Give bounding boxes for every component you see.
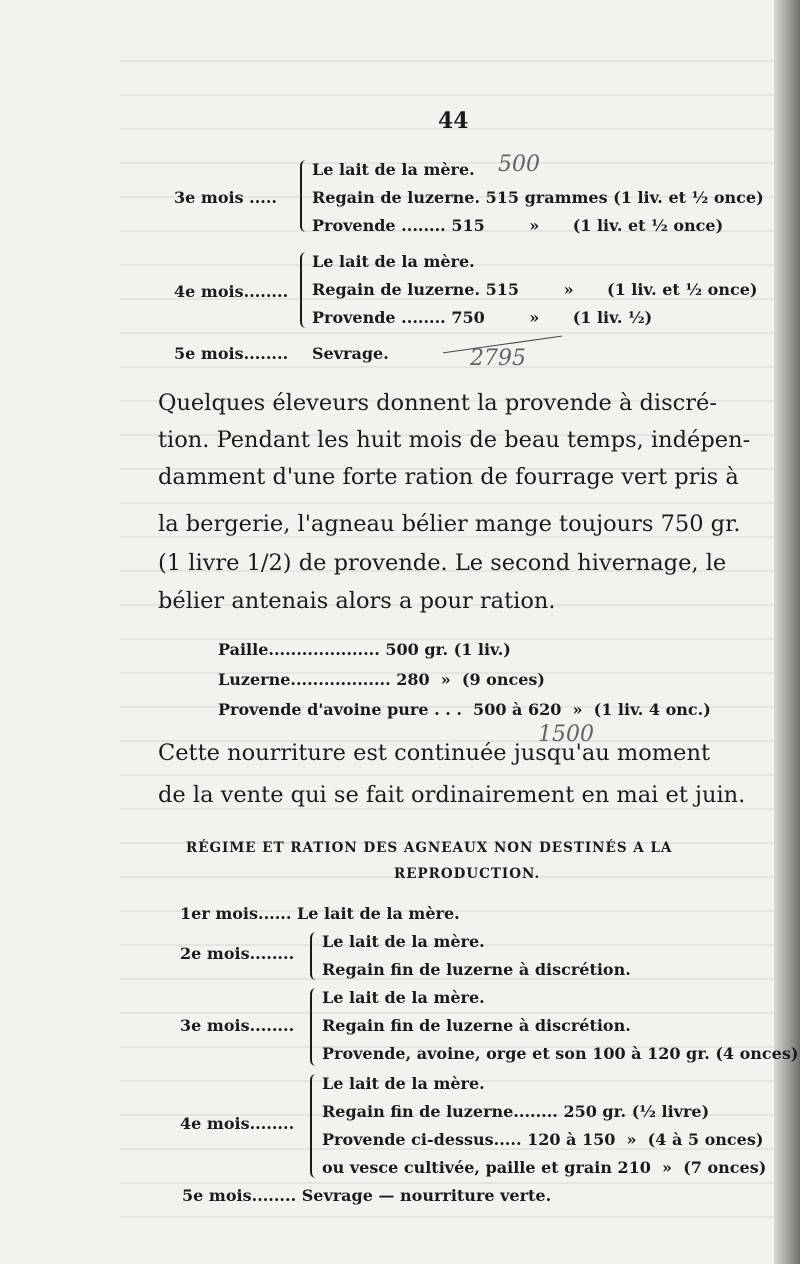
ration-line: Regain de luzerne. 515 » (1 liv. et ½ once)	[312, 280, 758, 299]
month-line: 1er mois...... Le lait de la mère.	[180, 904, 460, 923]
ration-line: Regain de luzerne. 515 grammes (1 liv. et ½ once)	[312, 188, 764, 207]
text-line: la bergerie, l'agneau bélier mange toujours 750 gr.	[158, 511, 741, 537]
ration-line: Provende d'avoine pure . . . 500 à 620 » (1 liv. 4 onc.)	[218, 700, 711, 719]
ration-line: Provende, avoine, orge et son 100 à 120 gr. (4 onces)	[322, 1044, 799, 1063]
ration-line: Provende ........ 515 » (1 liv. et ½ once)	[312, 216, 724, 235]
ration-line: Le lait de la mère.	[312, 252, 475, 271]
handwritten-note: 2795	[470, 346, 526, 371]
ration-line: Luzerne.................. 280 » (9 onces)	[218, 670, 545, 689]
ration-line: Le lait de la mère.	[312, 160, 475, 179]
handwritten-note: 500	[498, 152, 540, 177]
brace	[310, 988, 318, 1066]
text-line: Cette nourriture est continuée jusqu'au moment	[158, 740, 710, 766]
month-label: 4e mois........	[180, 1114, 295, 1133]
text-line: bélier antenais alors a pour ration.	[158, 588, 556, 614]
ration-line: Le lait de la mère.	[322, 1074, 485, 1093]
text-line: de la vente qui se fait ordinairement en mai et juin.	[158, 782, 746, 808]
ration-line: ou vesce cultivée, paille et grain 210 » (7 onces)	[322, 1158, 767, 1177]
text-line: damment d'une forte ration de fourrage vert pris à	[158, 464, 739, 490]
month-label: 3e mois........	[180, 1016, 295, 1035]
brace	[310, 932, 318, 980]
month-line: 5e mois........ Sevrage — nourriture verte.	[182, 1186, 552, 1205]
ration-line: Provende ci-dessus..... 120 à 150 » (4 à 5 onces)	[322, 1130, 764, 1149]
text-line: tion. Pendant les huit mois de beau temps, indépen-	[158, 427, 751, 453]
ration-line: Sevrage.	[312, 344, 389, 363]
book-page-edge	[774, 0, 800, 1264]
brace	[300, 160, 308, 232]
ration-line: Paille.................... 500 gr. (1 liv.)	[218, 640, 511, 659]
ration-line: Regain fin de luzerne........ 250 gr. (½ livre)	[322, 1102, 710, 1121]
section-heading: RÉGIME ET RATION DES AGNEAUX NON DESTINÉS A LA	[186, 840, 673, 856]
ration-line: Le lait de la mère.	[322, 932, 485, 951]
text-line: (1 livre 1/2) de provende. Le second hivernage, le	[158, 550, 727, 576]
page-number: 44	[438, 108, 469, 134]
handwritten-note: 1500	[538, 722, 594, 747]
ration-line: Provende ........ 750 » (1 liv. ½)	[312, 308, 653, 327]
brace	[300, 252, 308, 328]
text-line: Quelques éleveurs donnent la provende à discré-	[158, 390, 717, 416]
month-label: 3e mois .....	[174, 188, 277, 207]
month-label: 2e mois........	[180, 944, 295, 963]
ration-line: Regain fin de luzerne à discrétion.	[322, 960, 631, 979]
section-heading: REPRODUCTION.	[394, 866, 541, 882]
month-label: 4e mois........	[174, 282, 289, 301]
ration-line: Le lait de la mère.	[322, 988, 485, 1007]
ration-line: Regain fin de luzerne à discrétion.	[322, 1016, 631, 1035]
brace	[310, 1074, 318, 1178]
month-label: 5e mois........	[174, 344, 289, 363]
